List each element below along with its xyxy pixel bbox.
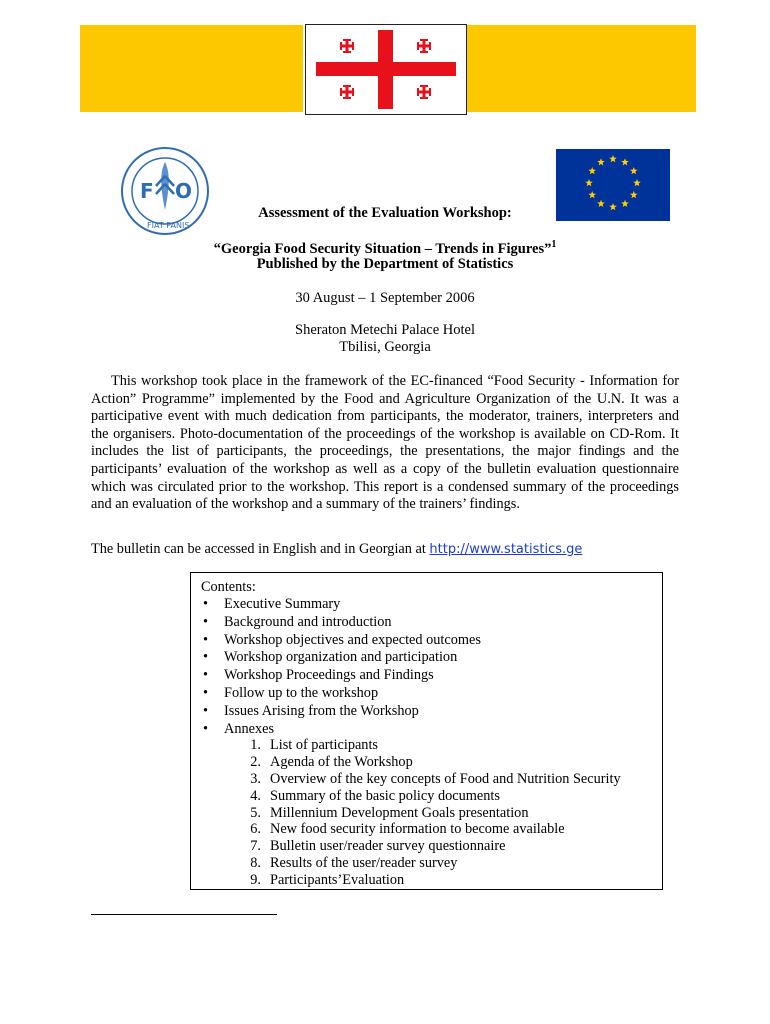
contents-item: • Annexes <box>203 720 275 737</box>
eu-star-icon <box>621 158 629 165</box>
contents-item: • Workshop organization and participation <box>203 649 458 666</box>
contents-item: • Follow up to the workshop <box>203 684 379 701</box>
publisher-line: Published by the Department of Statistics <box>256 256 514 272</box>
eu-star-icon <box>588 191 596 198</box>
fao-letter-f: F <box>140 179 154 203</box>
fao-letter-o: O <box>175 179 193 203</box>
annex-item: 2. Agenda of the Workshop <box>250 753 413 770</box>
eu-star-icon <box>588 167 596 174</box>
bullet-icon: • <box>203 667 209 684</box>
contents-item: • Background and introduction <box>203 613 392 630</box>
eu-star-icon <box>585 179 593 186</box>
bullet-icon: • <box>203 596 209 612</box>
bullet-icon: • <box>203 613 209 630</box>
annex-item: 3. Overview of the key concepts of Food and Nutrition Security <box>250 770 621 787</box>
document-subtitle: “Georgia Food Security Situation – Trends in Figures”$^1$ <box>213 239 557 257</box>
contents-list <box>201 596 481 738</box>
annex-item: 9. Participants’Evaluation <box>250 872 405 889</box>
bullet-icon: • <box>203 631 209 648</box>
contents-title: Contents: <box>201 579 256 595</box>
event-venue: Sheraton Metechi Palace Hotel <box>295 322 475 338</box>
intro-paragraph: This workshop took place in the framework of the EC-financed “Food Security - Information for Action” Programme” implemented by the Food and Agriculture Organization of the U.N. It was a participative event with much dedication from participants, the moderator, trainers, interpreters and the organisers. Photo-documentation of the proceedings of the workshop is available on CD-Rom. It includes the list of participants, the proceedings, the presentations, the major findings and the participants’ evaluation of the workshop as well as a copy of the bulletin evaluation questionnaire which was circulated prior to the workshop. This report is a condensed summary of the proceedings and an evaluation of the workshop and a summary of the trainers’ findings. <box>91 373 679 513</box>
contents-item: • Executive Summary <box>203 596 341 612</box>
bullet-icon: • <box>203 702 209 719</box>
bullet-icon: • <box>203 684 209 701</box>
eu-star-icon <box>630 191 638 198</box>
document-title: Assessment of the Evaluation Workshop: <box>258 205 512 221</box>
annex-item: 4. Summary of the basic policy documents <box>250 787 500 804</box>
contents-item: • Workshop Proceedings and Findings <box>203 667 434 684</box>
eu-star-icon <box>597 158 605 165</box>
eu-star-icon <box>633 179 641 186</box>
georgian-flag <box>305 24 467 115</box>
footnote-marker: 1 <box>551 239 557 250</box>
bullet-icon: • <box>203 649 209 666</box>
contents-item: • Issues Arising from the Workshop <box>203 702 419 719</box>
annex-item: 7. Bulletin user/reader survey questionnaire <box>250 838 506 855</box>
annex-item: 1. List of participants <box>250 737 378 753</box>
contents-box <box>190 572 663 890</box>
eu-star-icon <box>630 167 638 174</box>
annex-list <box>239 737 621 889</box>
event-dates: 30 August – 1 September 2006 <box>295 290 475 306</box>
annex-item: 5. Millennium Development Goals presentation <box>250 804 529 821</box>
bullet-icon: • <box>203 720 209 737</box>
annex-item: 8. Results of the user/reader survey <box>250 855 458 872</box>
fao-motto: FIAT PANIS <box>147 221 190 230</box>
footnote-separator <box>91 914 277 915</box>
fao-logo <box>120 146 210 236</box>
contents-item: • Workshop objectives and expected outcomes <box>203 631 481 648</box>
annex-item: 6. New food security information to become available <box>250 821 565 838</box>
event-city: Tbilisi, Georgia <box>339 339 431 355</box>
banner-right <box>467 25 696 112</box>
bulletin-access-line: The bulletin can be accessed in English and in Georgian at http://www.statistics.ge <box>91 541 583 557</box>
banner-left <box>80 25 303 112</box>
eu-star-icon <box>609 155 617 162</box>
statistics-link[interactable]: http://www.statistics.ge <box>429 542 583 557</box>
